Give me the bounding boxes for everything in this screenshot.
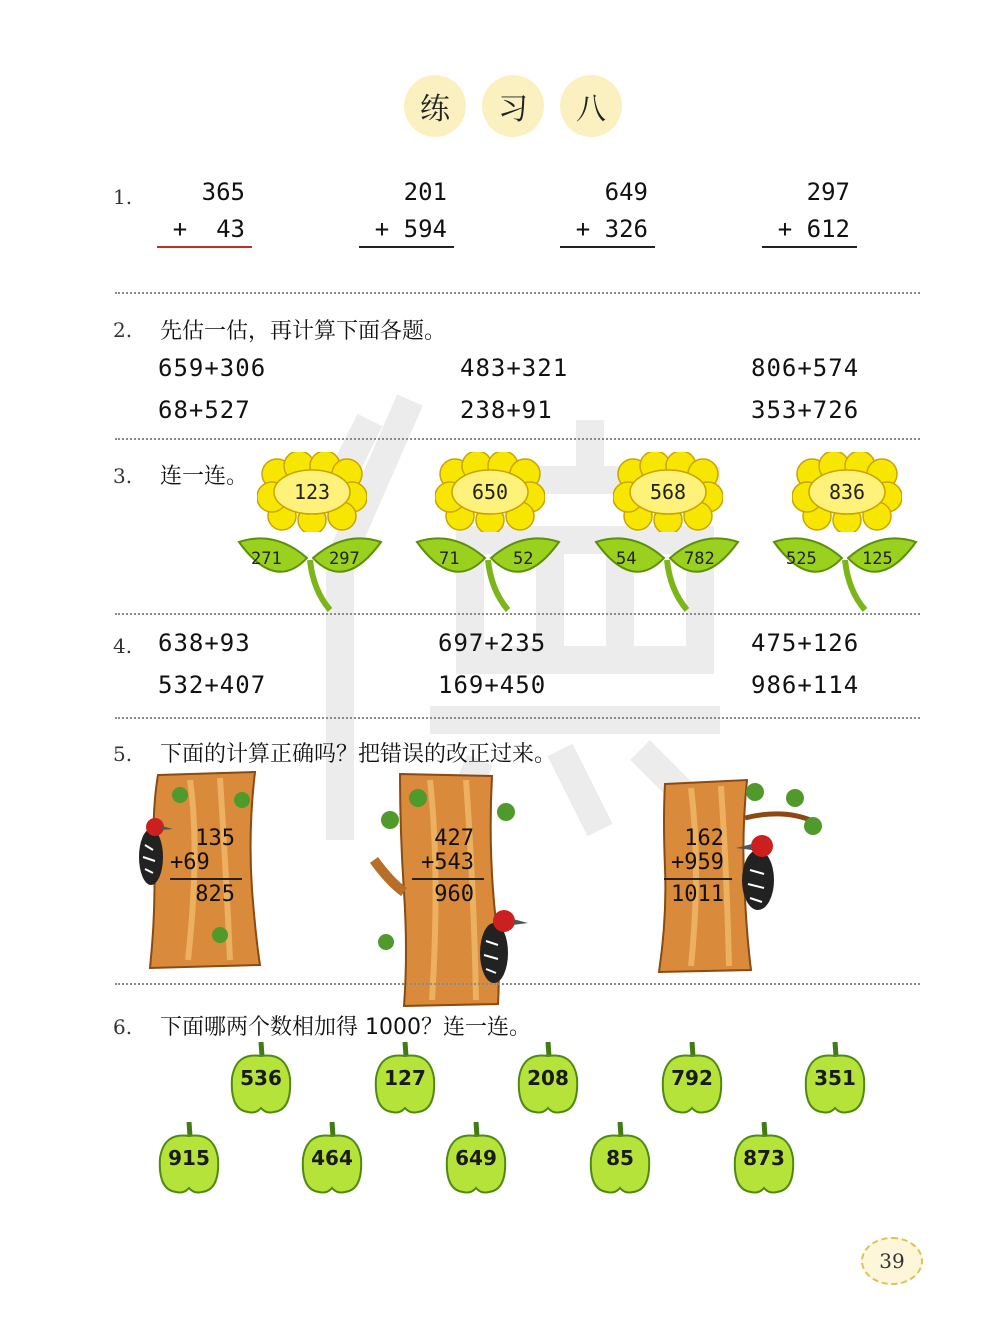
tree-1-line (170, 878, 242, 880)
leaf-icon (413, 530, 563, 615)
leaf-icon (235, 530, 385, 615)
q2-item-1: 659+306 (158, 354, 267, 382)
flower-1[interactable] (257, 452, 367, 532)
leaves-4 (770, 530, 920, 615)
q1-p4-line (762, 246, 857, 248)
title-char-2: 习 (482, 75, 544, 137)
leaf-4-right[interactable]: 125 (862, 549, 893, 569)
tree-2-addend-b: +543 (421, 850, 474, 875)
q1-p2-line (359, 246, 454, 248)
pepper-r2-2[interactable] (297, 1118, 367, 1196)
tree-1-addend-a: 135 (195, 826, 235, 851)
flower-1-value: 123 (293, 480, 331, 504)
pepper-r1-5[interactable] (800, 1038, 870, 1116)
tree-1-addend-b: +69 (170, 850, 210, 875)
flower-2[interactable] (435, 452, 545, 532)
q1-p4-top: 297 (806, 178, 850, 206)
tree-3-line (664, 878, 732, 880)
divider-5 (115, 983, 920, 985)
q1-p1-line (157, 246, 252, 248)
pepper-r2-4[interactable] (585, 1118, 655, 1196)
q6-instruction: 下面哪两个数相加得 1000？连一连。 (160, 1015, 531, 1040)
q2-item-3: 806+574 (751, 354, 860, 382)
pepper-r1-1-value: 536 (240, 1066, 282, 1090)
pepper-r2-5[interactable] (729, 1118, 799, 1196)
pepper-r2-3-value: 649 (455, 1146, 497, 1170)
leaf-1-right[interactable]: 297 (329, 549, 360, 569)
pepper-r1-2[interactable] (370, 1038, 440, 1116)
flower-4-value: 836 (828, 480, 866, 504)
pepper-r2-1-value: 915 (168, 1146, 210, 1170)
page-number: 39 (861, 1237, 923, 1285)
pepper-r1-3[interactable] (513, 1038, 583, 1116)
q1-p4-bottom: + 612 (777, 215, 850, 243)
q4-item-3: 475+126 (751, 629, 860, 657)
q3-instruction: 连一连。 (160, 464, 249, 489)
tree-1-result: 825 (195, 882, 235, 907)
leaf-icon (770, 530, 920, 615)
title-char-3: 八 (560, 75, 622, 137)
q4-item-2: 697+235 (438, 629, 547, 657)
q5-instruction: 下面的计算正确吗？把错误的改正过来。 (160, 742, 557, 767)
tree-2-result: 960 (434, 882, 474, 907)
pepper-r2-5-value: 873 (743, 1146, 785, 1170)
woodpecker-icon (468, 905, 528, 995)
q1-p1-top: 365 (201, 178, 245, 206)
tree-3-addend-b: +959 (671, 850, 724, 875)
woodpecker-icon (722, 830, 792, 920)
q3-number: 3. (113, 464, 133, 488)
q4-item-6: 986+114 (751, 671, 860, 699)
q4-item-5: 169+450 (438, 671, 547, 699)
pepper-r2-3[interactable] (441, 1118, 511, 1196)
leaves-2 (413, 530, 563, 615)
pepper-r1-3-value: 208 (527, 1066, 569, 1090)
flower-4[interactable] (792, 452, 902, 532)
q1-number: 1. (113, 185, 133, 209)
leaf-2-left[interactable]: 71 (439, 549, 460, 569)
leaf-2-right[interactable]: 52 (513, 549, 534, 569)
pepper-r1-5-value: 351 (814, 1066, 856, 1090)
divider-3 (115, 613, 920, 615)
q2-instruction: 先估一估，再计算下面各题。 (160, 319, 447, 344)
leaf-4-left[interactable]: 525 (786, 549, 817, 569)
q2-item-6: 353+726 (751, 396, 860, 424)
leaves-3 (592, 530, 742, 615)
title-char-1: 练 (404, 75, 466, 137)
leaf-icon (592, 530, 742, 615)
q1-p1-bottom: + 43 (172, 215, 245, 243)
q1-p2-bottom: + 594 (374, 215, 447, 243)
divider-1 (115, 292, 920, 294)
leaf-1-left[interactable]: 271 (251, 549, 282, 569)
q5-number: 5. (113, 742, 133, 766)
q2-number: 2. (113, 318, 133, 342)
leaf-3-right[interactable]: 782 (684, 549, 715, 569)
tree-3-result: 1011 (671, 882, 724, 907)
pepper-r1-2-value: 127 (384, 1066, 426, 1090)
flower-3-value: 568 (649, 480, 687, 504)
pepper-r2-2-value: 464 (311, 1146, 353, 1170)
tree-3-addend-a: 162 (684, 826, 724, 851)
pepper-r2-1[interactable] (154, 1118, 224, 1196)
q4-number: 4. (113, 634, 133, 658)
leaf-3-left[interactable]: 54 (616, 549, 637, 569)
q2-item-5: 238+91 (460, 396, 553, 424)
divider-2 (115, 438, 920, 440)
tree-2-addend-a: 427 (434, 826, 474, 851)
tree-2-line (412, 878, 484, 880)
q4-item-4: 532+407 (158, 671, 267, 699)
pepper-r1-4[interactable] (657, 1038, 727, 1116)
q4-item-1: 638+93 (158, 629, 251, 657)
q1-p3-bottom: + 326 (575, 215, 648, 243)
q6-number: 6. (113, 1015, 133, 1039)
pepper-r2-4-value: 85 (606, 1146, 634, 1170)
q1-p3-line (560, 246, 655, 248)
q2-item-2: 483+321 (460, 354, 569, 382)
flower-2-value: 650 (471, 480, 509, 504)
divider-4 (115, 717, 920, 719)
q1-p3-top: 649 (604, 178, 648, 206)
flower-3[interactable] (613, 452, 723, 532)
q2-item-4: 68+527 (158, 396, 251, 424)
q1-p2-top: 201 (403, 178, 447, 206)
pepper-r1-4-value: 792 (671, 1066, 713, 1090)
leaves-1 (235, 530, 385, 615)
pepper-r1-1[interactable] (226, 1038, 296, 1116)
